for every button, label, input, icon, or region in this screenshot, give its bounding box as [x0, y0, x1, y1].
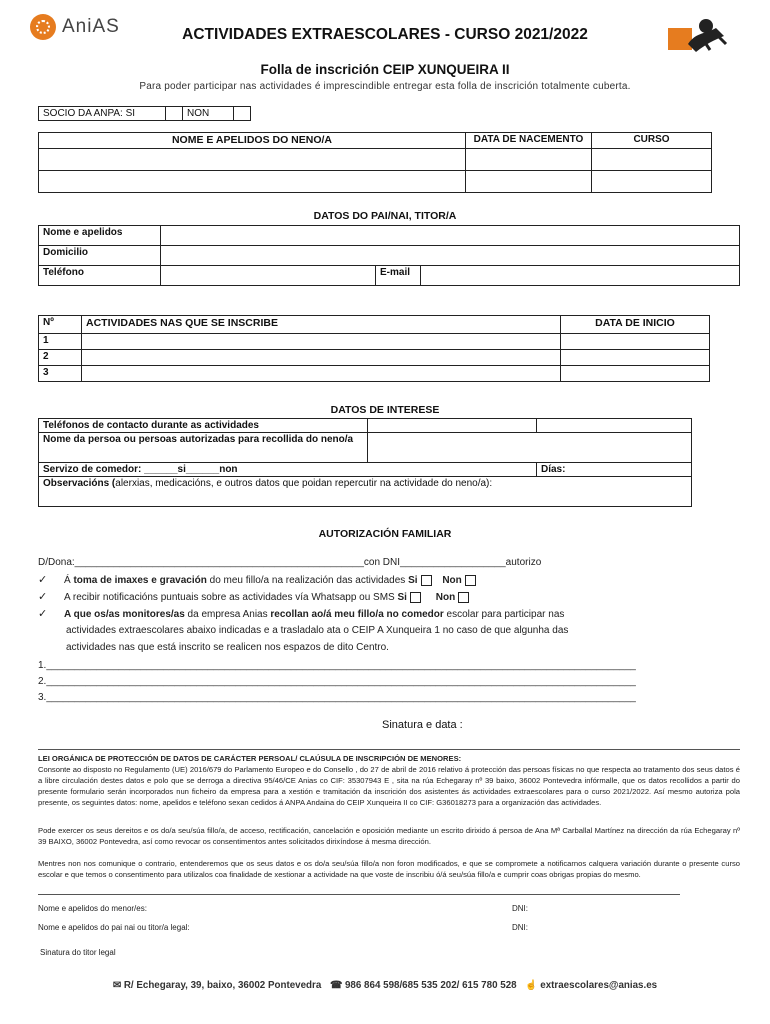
checkmark-icon: ✓ — [38, 608, 48, 620]
legal-paragraph-3: Mentres non nos comunique o contrario, entenderemos que os seus datos e os do/a seu/súa fillo/a non foron modificados, e que se compromete a notificarnos calquera variación durante o presente curso escolar e que temos o consentimento para utilizalos coa finalidade de xestionar a actividade na que voste de inscribiu ó/á seu/súa fillo/a e cumprir coas obrigas propias do mesmo. — [38, 859, 740, 879]
auth-item-images-post: do meu fillo/a na realización das actividades — [206, 575, 409, 586]
activities-start-header: DATA DE INICIO — [561, 316, 710, 334]
activities-name-header: ACTIVIDADES NAS QUE SE INSCRIBE — [82, 316, 561, 334]
contact-phones-field-2[interactable] — [537, 419, 692, 433]
footer — [0, 980, 770, 991]
guardian-signature-label: Sinatura do titor legal — [40, 948, 116, 957]
footer-phones: 986 864 598/685 535 202/ 615 780 528 — [344, 980, 517, 991]
auth-images-si-checkbox[interactable] — [421, 575, 432, 586]
legal-title: LEI ORGÁNICA DE PROTECCIÓN DE DATOS DE CARÁCTER PERSOAL/ CLAÚSULA DE INSCRIPCIÓN DE MENORES: — [38, 754, 462, 763]
activity-start-field[interactable] — [561, 350, 710, 366]
auth-item-pickup-line3: actividades nas que está inscrito se realicen nos espazos de dito Centro. — [66, 642, 389, 653]
authorization-name-line[interactable]: D/Dona:____________________________________________________con DNI___________________autorizo — [38, 557, 542, 568]
auth-item-pickup-mid: da empresa Anias — [184, 609, 271, 620]
parent-phone-label: Teléfono — [39, 266, 161, 286]
logo-text: AniAS — [62, 16, 120, 37]
activities-table — [38, 315, 710, 382]
parent-name-label: Nome e apelidos — [39, 226, 161, 246]
phone-icon: ☎ — [330, 980, 343, 991]
parent-email-field[interactable] — [421, 266, 740, 286]
activity-row-num: 1 — [39, 334, 82, 350]
socio-si-box[interactable] — [166, 107, 183, 121]
form-subtitle: Folla de inscrición CEIP XUNQUEIRA II — [260, 62, 510, 77]
auth-notif-non-label: Non — [435, 592, 456, 603]
checkmark-icon: ✓ — [38, 574, 48, 586]
parent-phone-field[interactable] — [161, 266, 376, 286]
auth-item-pickup-bold1: A que os/as monitores/as — [64, 609, 185, 620]
activity-name-field[interactable] — [82, 366, 561, 382]
guardian-name-label: Nome e apelidos do pai nai ou titor/a legal: — [38, 923, 190, 932]
parent-email-label: E-mail — [376, 266, 421, 286]
activity-name-field[interactable] — [82, 334, 561, 350]
activity-start-field[interactable] — [561, 334, 710, 350]
child-name-field[interactable] — [39, 149, 466, 171]
activity-start-field[interactable] — [561, 366, 710, 382]
mouse-click-icon: ☝ — [525, 980, 538, 991]
signature-date-label: Sinatura e data : — [382, 719, 463, 731]
auth-item-notifications — [38, 590, 469, 603]
auth-item-notifications-text: A recibir notificacións puntuais sobre as actividades vía Whatsapp ou SMS — [64, 592, 398, 603]
envelope-icon: ✉ — [112, 980, 122, 991]
child-course-field[interactable] — [592, 149, 712, 171]
observations-label: Observacións ( — [43, 478, 116, 489]
footer-email[interactable]: extraescolares@anias.es — [540, 980, 658, 991]
minor-name-label: Nome e apelidos do menor/es: — [38, 904, 147, 913]
legal-paragraph-2: Pode exercer os seus dereitos e os do/a seu/súa fillo/a, de acceso, rectificación, cancelación e oposición mediante un escrito dirixido á persoa de Ana Mª Carballal Martínez na dirección da rúa Echegaray nº 39 BAIXO, 36002 Pontevedra, así como revocar os consentimentos antes solicitados dirixíndose á mesma dirección. — [38, 826, 740, 846]
auth-item-images-pre: Á — [64, 575, 74, 586]
auth-notif-non-checkbox[interactable] — [458, 592, 469, 603]
child-course-header: CURSO — [592, 133, 712, 149]
activity-row-num: 3 — [39, 366, 82, 382]
legal-paragraph-1: Consonte ao disposto no Regulamento (UE) 2016/679 do Parlamento Europeo e do Consello , do 27 de abril de 2016 relativo á protección das persoas físicas no que respecta ao tratamento dos seus datos é a libre circulación destes datos e polo que se derroga a directiva 95/46/CE Anias co CIF: 35307943 E , sita na rúa Echegaray nº 39 baixo, 36002 Pontevedra infórmalle, que os datos recollidos a partir do presente formulario serán incorporados nun ficheiro da empresa para a xestión e tramitación da inscrición dos asistentes ás actividades extraescolares para o curso 2021/2022. Así mesmo autoriza pola presente, os seguintes datos: nome, apelidos e teléfono sexan cedidos á ANPA Andaina do CEIP Xunqueira II co CIF: G36018273 para a organización das actividades. — [38, 765, 740, 807]
footer-address: R/ Echegaray, 39, baixo, 36002 Pontevedra — [123, 980, 322, 991]
activity-line-2[interactable]: 2.__________________________________________________________________________________________________________ — [38, 676, 636, 687]
auth-item-images — [38, 573, 476, 586]
checkmark-icon: ✓ — [38, 591, 48, 603]
child-birth-header: DATA DE NACEMENTO — [466, 133, 592, 149]
parent-address-field[interactable] — [161, 246, 740, 266]
parent-address-label: Domicilio — [39, 246, 161, 266]
child-birth-field[interactable] — [466, 149, 592, 171]
activities-num-header: Nº — [39, 316, 82, 334]
auth-notif-si-checkbox[interactable] — [410, 592, 421, 603]
parent-table — [38, 225, 740, 286]
contact-phones-label: Teléfonos de contacto durante as actividades — [39, 419, 368, 433]
auth-item-pickup — [38, 607, 564, 620]
parent-heading: DATOS DO PAI/NAI, TITOR/A — [313, 210, 457, 222]
form-note: Para poder participar nas actividades é imprescindible entregar esta folla de inscrición totalmente cuberta. — [139, 81, 631, 92]
observations-field[interactable] — [39, 477, 692, 507]
minor-dni-label: DNI: — [512, 904, 528, 913]
socio-table — [38, 106, 251, 121]
auth-images-non-label: Non — [442, 575, 462, 586]
activity-name-field[interactable] — [82, 350, 561, 366]
authorization-heading: AUTORIZACIÓN FAMILIAR — [318, 528, 452, 540]
child-birth-field[interactable] — [466, 171, 592, 193]
legal-divider — [38, 749, 740, 750]
child-name-field[interactable] — [39, 171, 466, 193]
dining-days-label[interactable]: Días: — [537, 463, 692, 477]
form-title: ACTIVIDADES EXTRAESCOLARES - CURSO 2021/2022 — [182, 26, 588, 43]
observations-desc: alerxias, medicacións, e outros datos que poidan repercutir na actividade do neno/a): — [115, 478, 493, 489]
auth-images-non-checkbox[interactable] — [465, 575, 476, 586]
dining-service-label[interactable]: Servizo de comedor: ______si______non — [39, 463, 537, 477]
auth-item-pickup-line2: actividades extraescolares abaixo indicadas e a trasladalo ata o CEIP A Xunqueira 1 no caso de que algunha das — [66, 625, 569, 636]
auth-notif-si-label: Si — [397, 592, 407, 603]
auth-item-pickup-bold2: recollan ao/á meu fillo/a no comedor — [270, 609, 444, 620]
socio-non-box[interactable] — [234, 107, 251, 121]
authorized-persons-label: Nome da persoa ou persoas autorizadas para recollida do neno/a — [39, 433, 368, 463]
auth-item-images-bold: toma de imaxes e gravación — [73, 575, 207, 586]
interest-heading: DATOS DE INTERESE — [330, 404, 440, 416]
child-table — [38, 132, 712, 193]
activity-row-num: 2 — [39, 350, 82, 366]
auth-item-pickup-post: escolar para participar nas — [443, 609, 565, 620]
child-name-header: NOME E APELIDOS DO NENO/A — [39, 133, 466, 149]
legal-divider-2 — [38, 894, 680, 895]
contact-phones-field-1[interactable] — [368, 419, 537, 433]
guardian-dni-label: DNI: — [512, 923, 528, 932]
socio-non-label: NON — [183, 107, 234, 121]
interest-table — [38, 418, 692, 507]
socio-label: SOCIO DA ANPA: SI — [39, 107, 166, 121]
activity-line-1[interactable]: 1.__________________________________________________________________________________________________________ — [38, 660, 636, 671]
activity-line-3[interactable]: 3.__________________________________________________________________________________________________________ — [38, 692, 636, 703]
parent-name-field[interactable] — [161, 226, 740, 246]
child-course-field[interactable] — [592, 171, 712, 193]
auth-images-si-label: Si — [408, 575, 418, 586]
authorized-persons-field[interactable] — [368, 433, 692, 463]
